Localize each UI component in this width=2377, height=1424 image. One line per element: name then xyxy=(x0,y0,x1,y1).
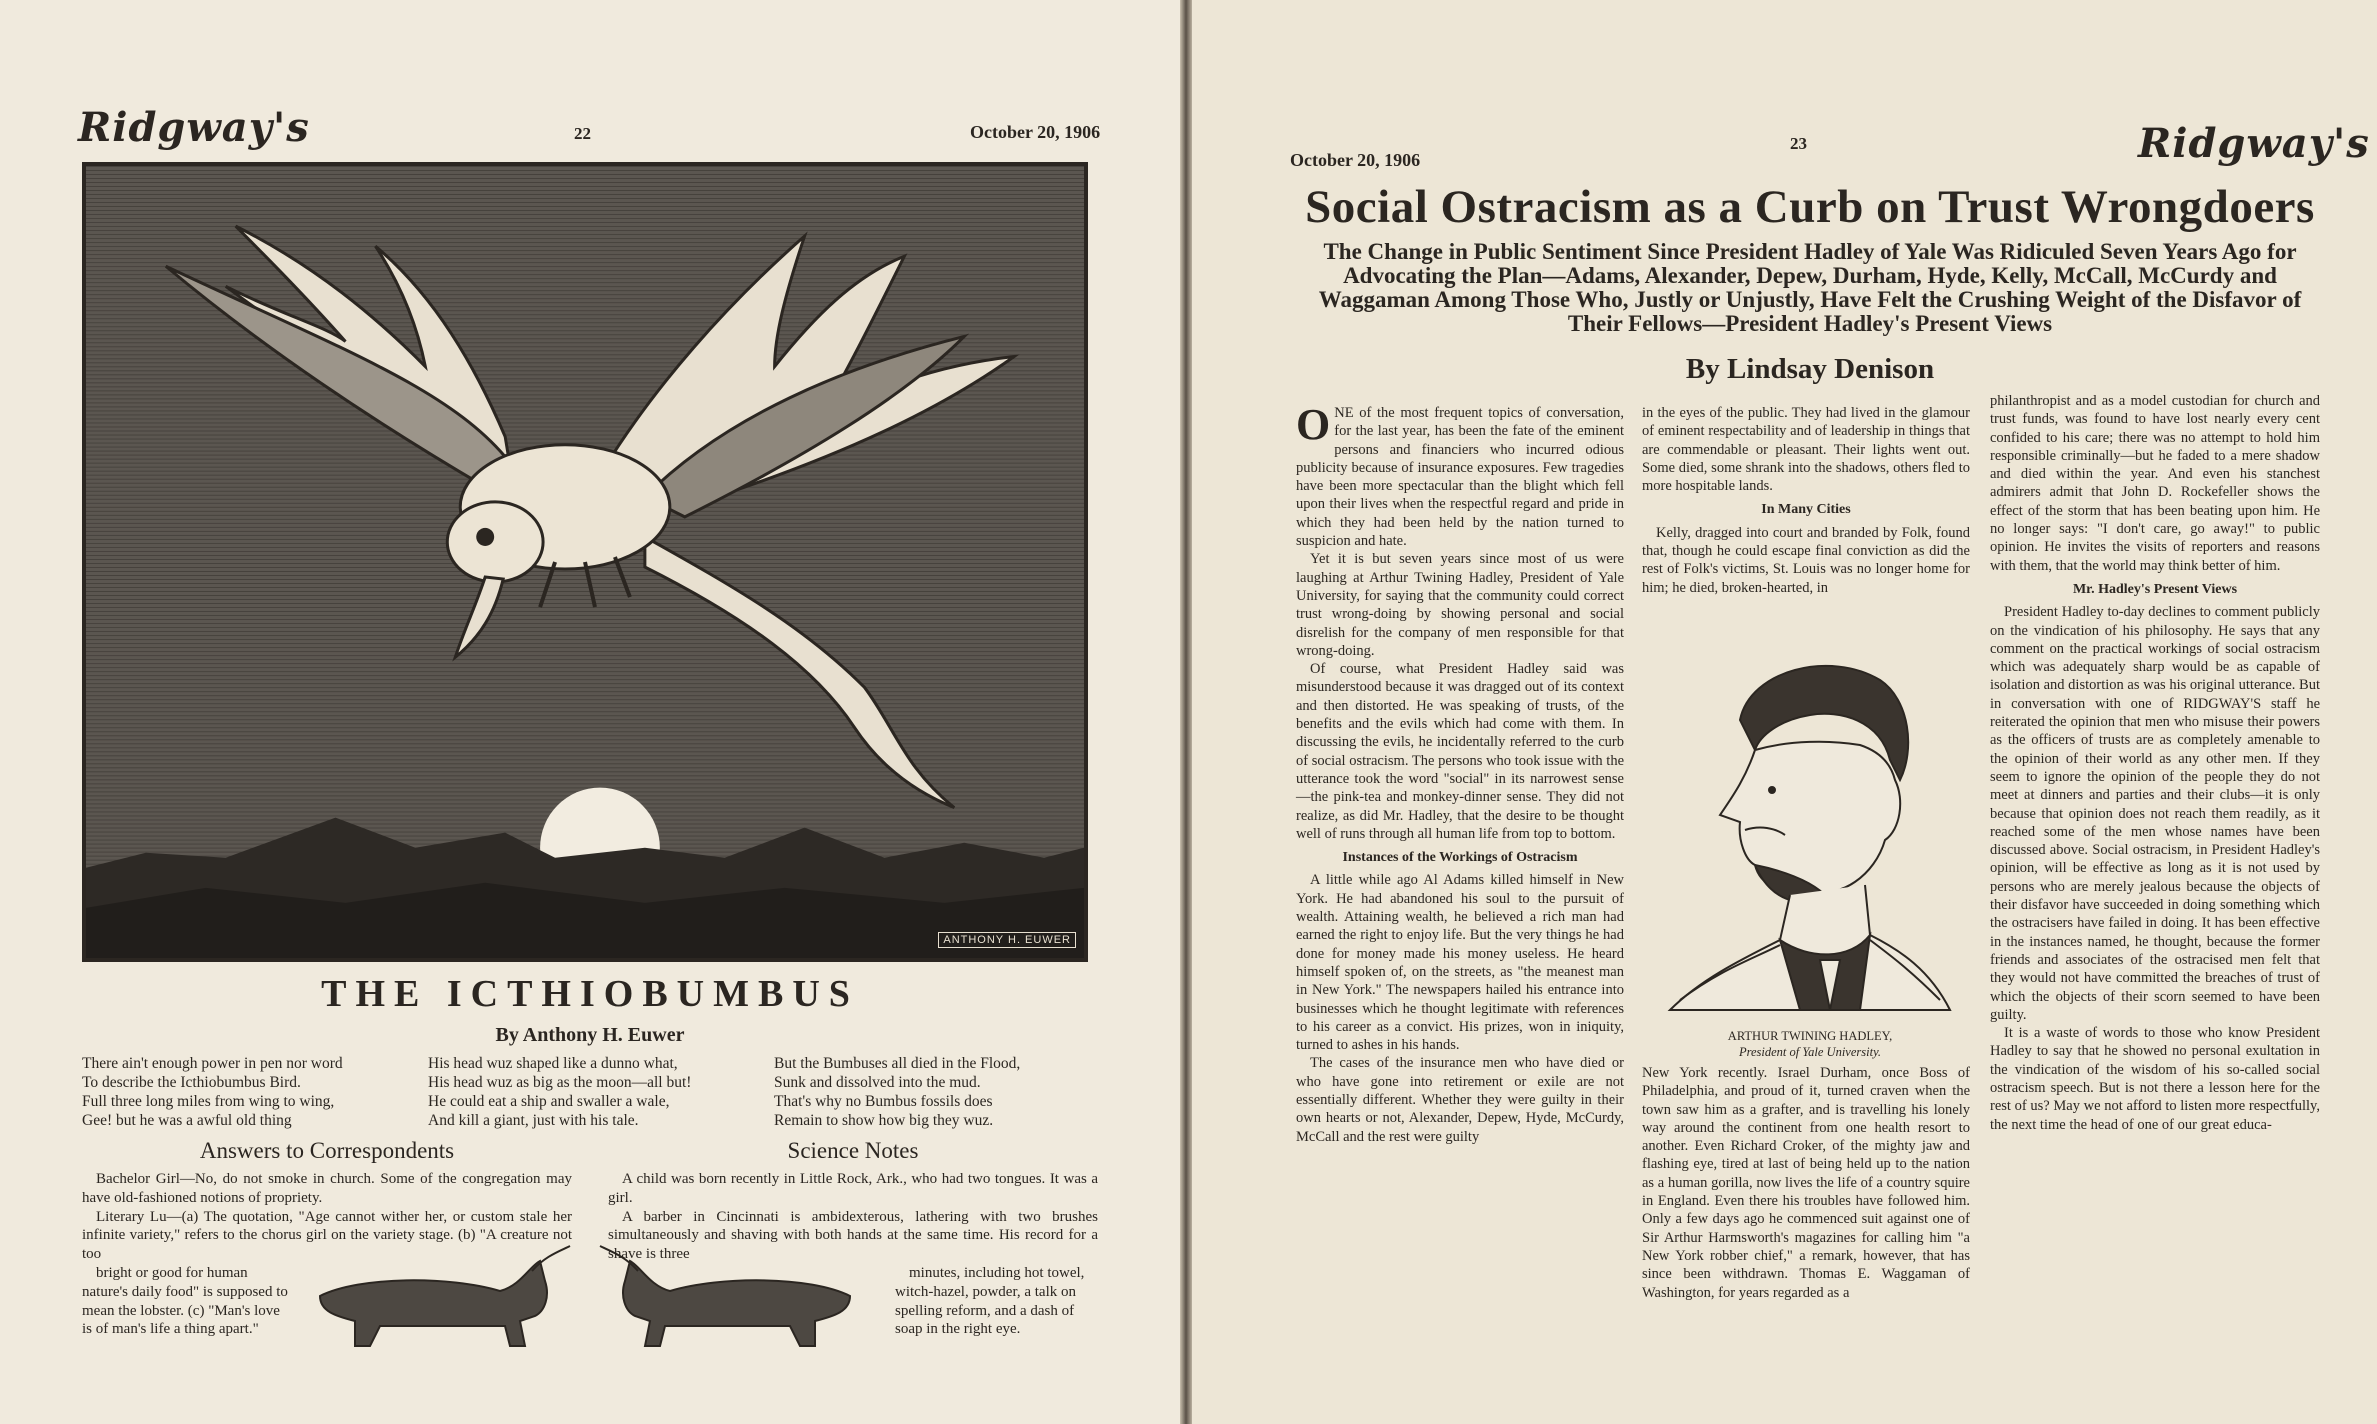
poem-line: But the Bumbuses all died in the Flood, xyxy=(774,1055,1021,1072)
poem-line: Sunk and dissolved into the mud. xyxy=(774,1074,981,1091)
article-subtitle: The Change in Public Sentiment Since President Hadley of Yale Was Ridiculed Seven Years Ago for Advocating the Plan—Adams, Alexander, Depew, Durham, Hyde, Kelly, McCall, McCurdy and Waggaman Among Those Who, Justly or Unjustly, Have Felt the Crushing Weight of the Disfavor of Their Fellows—President Hadley's Present Views xyxy=(1318,239,2302,336)
poem-line: Remain to show how big they wuz. xyxy=(774,1112,994,1129)
article-paragraph: Kelly, dragged into court and branded by Folk, found that, though he could escape final conviction as did the rest of Folk's victims, St. Louis was no longer home for him; he died, broken-hearted, in xyxy=(1642,524,1970,596)
answers-heading: Answers to Correspondents xyxy=(199,1138,455,1163)
article-title: Social Ostracism as a Curb on Trust Wrongdoers xyxy=(1305,181,2315,233)
paragraph-text: NE of the most frequent topics of conversation, for the last year, has been the fate of the eminent persons and financiers who incurred odious publicity because of insurance exposures. Few tragedies have been more spectacular than the blight which fell upon their lives when the respectful regard and pride in which they had been held by the nation turned to suspicion and hate. xyxy=(1296,405,1624,550)
article-paragraph: Yet it is but seven years since most of us were laughing at Arthur Twining Hadley, President of Yale University, for saying that the community could correct trust wrong-doing by showing personal and social disrelish for the company of men responsible for that wrong-doing. xyxy=(1296,551,1624,659)
page-number: 23 xyxy=(1790,134,1807,153)
answer-paragraph: bright or good for human nature's daily food" is supposed to mean the lobster. (c) "Man's love is of man's life a thing apart." xyxy=(82,1265,288,1338)
science-paragraph: A barber in Cincinnati is ambidexterous, lathering with two brushes simultaneously and shaving with both hands at the same time. His record for a shave is three xyxy=(608,1208,1098,1263)
page-gutter xyxy=(1180,0,1192,1424)
article-paragraph: The cases of the insurance men who have died or who have gone into retirement or exile are not essentially different. Whether they were guilty in their own hearts or not, Alexander, Depew, Hyde, McCurdy, McCall and the rest were guilty xyxy=(1296,1055,1624,1145)
article-paragraph: philanthropist and as a model custodian for church and trust funds, was found to have lost nearly every cent confided to his care; there was no attempt to hold him responsible criminally—but he faded to a mere shadow and died within the year. And even his stanchest admirers admit that John D. Rockefeller shows the effect of the storm that has been beating upon him. He no longer says: "I don't care, go away!" to public opinion. He invites the visits of reporters and reasons with them, that the world may think better of him. xyxy=(1990,393,2320,574)
article-paragraph: It is a waste of words to those who know President Hadley to say that he showed no personal exultation in the vindication of the wisdom of his so-called social ostracism speech. But is not there a lesson here for the rest of us? May we not afford to listen more respectfully, the next time the head of one of our great educa- xyxy=(1990,1025,2320,1133)
article-column-3 xyxy=(1990,392,2320,1134)
section-subhead: Mr. Hadley's Present Views xyxy=(2072,581,2238,597)
poem-line: And kill a giant, just with his tale. xyxy=(428,1112,639,1129)
poem-title: THE ICTHIOBUMBUS xyxy=(321,973,859,1015)
poem-line: That's why no Bumbus fossils does xyxy=(774,1093,993,1110)
poem-stanza-3 xyxy=(774,1054,1104,1130)
poem-line: Gee! but he was a awful old thing xyxy=(82,1112,292,1129)
poem-stanza-2 xyxy=(428,1054,758,1130)
poem-line: His head wuz shaped like a dunno what, xyxy=(428,1055,678,1072)
answers-column-cont xyxy=(82,1264,292,1339)
caption-title: President of Yale University. xyxy=(1738,1045,1882,1059)
cat-left-shape xyxy=(320,1261,547,1346)
answer-paragraph: Literary Lu—(a) The quotation, "Age cannot wither her, or custom stale her infinite variety," refers to the chorus girl on the variety stage. (b) "A creature not too xyxy=(82,1208,572,1263)
article-column-1 xyxy=(1296,400,1624,1146)
issue-date: October 20, 1906 xyxy=(1290,150,1421,170)
section-subhead: Instances of the Workings of Ostracism xyxy=(1342,850,1578,866)
cats-illustration xyxy=(300,1236,870,1356)
masthead-logo: Ridgway's xyxy=(2138,120,2370,167)
poem-line: To describe the Icthiobumbus Bird. xyxy=(82,1074,301,1091)
poem-line: There ain't enough power in pen nor word xyxy=(82,1055,343,1072)
portrait-caption xyxy=(1660,1028,1960,1060)
icthiobumbus-illustration xyxy=(82,162,1088,962)
masthead-logo: Ridgway's xyxy=(78,104,310,151)
article-paragraph: A little while ago Al Adams killed himself in New York. He had abandoned his soul to the pursuit of wealth. Attaining wealth, he believed a rich man had earned the right to enjoy life. But the very things he had done for money made his money useless. He heard himself spoken of, on the streets, as "the meanest man in New York." The newspapers hailed his entrance into businesses which he thought legitimate with references to his career as a convict. His prizes, won in iniquity, turned to ashes in his hands. xyxy=(1296,872,1624,1054)
article-byline: By Lindsay Denison xyxy=(1685,353,1935,385)
article-column-2-top xyxy=(1642,404,1970,597)
article-paragraph: President Hadley to-day declines to comment publicly on the vindication of his philosophy. He says that any comment on the practical workings of social ostracism which was adequately sharp would be as capable of isolation and distortion as was his original utterance. But in conversation with one of RIDGWAY'S staff he reiterated the opinion that men who misuse their powers as the officers of trusts are as completely amenable to the opinion of their world as any other men. If they seem to ignore the opinion of the people they do not meet at dinners and parties and their clubs—it is only because that opinion does not reach them readily, as it reached some of the men whose names have been discussed above. Social ostracism, in President Hadley's opinion, will be effective as long as it is not used by persons who are merely jealous because the objects of their disfavor have succeeded in doing something which the ostracisers have failed in doing. It has been effective in the instances named, he thought, because the former friends and associates of the ostracised men felt that they would not have committed the breaches of trust of which the objects of their scorn seemed to have been guilty. xyxy=(1990,604,2320,1023)
poem-line: His head wuz as big as the moon—all but! xyxy=(428,1074,692,1091)
science-paragraph: A child was born recently in Little Rock, Ark., who had two tongues. It was a girl. xyxy=(608,1171,1098,1206)
dragon-bird-drawing xyxy=(86,166,1084,958)
cat-right-shape xyxy=(623,1261,850,1346)
poem-line: Full three long miles from wing to wing, xyxy=(82,1093,335,1110)
page-number: 22 xyxy=(574,124,591,143)
hadley-portrait xyxy=(1660,640,1960,1020)
science-column-cont xyxy=(895,1264,1100,1339)
poem-stanza-1 xyxy=(82,1054,412,1130)
artist-signature: ANTHONY H. EUWER xyxy=(938,932,1076,948)
issue-date: October 20, 1906 xyxy=(970,122,1101,142)
article-paragraph: Of course, what President Hadley said was misunderstood because it was dragged out of its context and then distorted. He was speaking of trusts, of the benefits and the evils which had come with them. In discussing the evils, he incidentally referred to the curb of social ostracism. The persons who took issue with the utterance took the word "social" in its narrowest sense—the pink-tea and monkey-dinner sense. They did not realize, as did Mr. Hadley, that the desire to be thought well of runs through all human life from top to bottom. xyxy=(1296,661,1624,842)
left-page xyxy=(0,0,1180,1424)
science-paragraph: minutes, including hot towel, witch-hazel, powder, a talk on spelling reform, and a dash of soap in the right eye. xyxy=(895,1265,1085,1338)
section-subhead: In Many Cities xyxy=(1761,502,1851,518)
article-paragraph xyxy=(1296,400,1624,550)
article-paragraph: New York recently. Israel Durham, once Boss of Philadelphia, and proud of it, turned craven when the town saw him as a grafter, and is travelling his lonely way around the continent from one health resort to another. Even Richard Croker, of the mighty jaw and flashing eye, tired at last of being held up to the nation as a human gorilla, now lives the life of a country squire in England. Even there his troubles have followed him. Only a few days ago he commenced suit against one of Sir Arthur Harmsworth's magazines for calling him "a New York robber chief," a remark, however, that has since been withdrawn. Thomas E. Waggaman of Washington, for years regarded as a xyxy=(1642,1065,1970,1301)
answer-paragraph: Bachelor Girl—No, do not smoke in church. Some of the congregation may have old-fashioned notions of propriety. xyxy=(82,1171,572,1206)
poem-line: He could eat a ship and swaller a wale, xyxy=(428,1093,670,1110)
science-heading: Science Notes xyxy=(787,1138,919,1163)
article-paragraph: in the eyes of the public. They had lived in the glamour of eminent respectability and of leadership in things that are commendable or pleasant. Their lights went out. Some died, some shrank into the shadows, others fled to more hospitable lands. xyxy=(1642,405,1970,495)
drop-cap: O xyxy=(1296,400,1331,449)
poem-byline: By Anthony H. Euwer xyxy=(495,1024,685,1046)
caption-name: ARTHUR TWINING HADLEY, xyxy=(1727,1029,1893,1043)
article-column-2-bottom xyxy=(1642,1064,1970,1302)
